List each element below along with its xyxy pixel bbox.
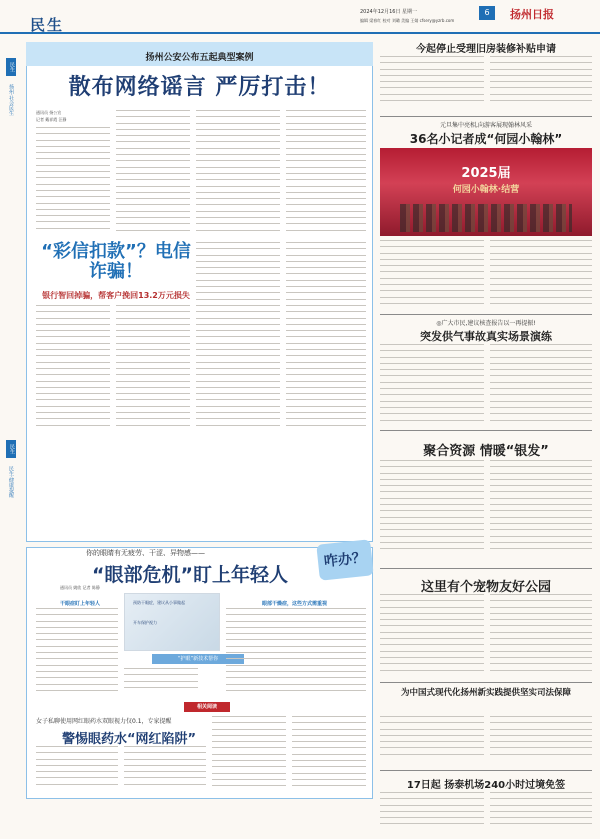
story3-kicker: ◎广大市民,建议核查报告以一再提振! xyxy=(436,320,536,327)
scam-story-col-2 xyxy=(116,305,190,435)
divider xyxy=(380,430,592,431)
story2-col-1 xyxy=(380,240,484,310)
scam-story-col-3 xyxy=(196,242,280,435)
story1-col-1 xyxy=(380,56,484,112)
eye-col-2 xyxy=(124,668,198,696)
story6-title: 为中国式现代化扬州新实践提供坚实司法保障 xyxy=(400,688,571,698)
top-story-col-4 xyxy=(286,110,366,235)
warning-col-4 xyxy=(292,716,366,794)
photo-banner: 何园小翰林·结营 xyxy=(452,185,520,195)
eye-story-byline: 通讯员 姚欣 记者 陈静 xyxy=(60,585,100,590)
divider xyxy=(380,682,592,683)
story5-title: 这里有个宠物友好公园 xyxy=(420,580,551,595)
warning-story-title: 警惕眼药水“网红陷阱” xyxy=(61,732,197,747)
issue-date: 2024年12月16日 星期一 xyxy=(360,9,418,15)
top-story-kicker: 扬州公安公布五起典型案例 xyxy=(145,53,254,63)
story5-col-1 xyxy=(380,594,484,676)
eye-illustration xyxy=(124,593,220,651)
eye-story-kicker: 你的眼睛有无疲劳、干涩、异物感—— xyxy=(86,549,205,557)
section-title: 民生 xyxy=(30,16,65,34)
top-story-col-3 xyxy=(196,110,280,235)
story4-col-2 xyxy=(490,460,592,560)
top-story-col-2 xyxy=(116,110,190,235)
newspaper-logo: 扬州日报 xyxy=(510,8,554,21)
story3-title: 突发供气事故真实场景演练 xyxy=(420,330,552,343)
eye-section-1: 干眼症盯上年轻人 xyxy=(60,601,101,607)
eye-img-caption-2: 开车保护视力 xyxy=(133,620,157,625)
eye-story-title: “眼部危机”盯上年轻人 xyxy=(92,564,288,586)
divider xyxy=(380,314,592,315)
story7-col-2 xyxy=(490,792,592,832)
warning-story-kicker: 女子私聊使用网红眼药水双眼视力仅0.1，专家提醒 xyxy=(36,718,172,725)
story1-title: 今起停止受理旧房装修补贴申请 xyxy=(416,44,556,55)
scam-story-title: “彩信扣款”？电信诈骗！ xyxy=(41,241,191,282)
top-story-byline-2: 记者 戴祥霞 汪静 xyxy=(36,117,67,122)
photo-year: 2025届 xyxy=(461,166,511,181)
top-story-byline-1: 通讯员 扬公宣 xyxy=(36,110,62,115)
top-story-col-1 xyxy=(36,127,110,235)
story2-photo xyxy=(380,148,592,236)
divider xyxy=(380,770,592,771)
photo-crowd xyxy=(400,204,572,232)
related-reading-tag: 相关阅读 xyxy=(184,702,230,712)
warning-col-1 xyxy=(36,746,118,794)
sidebar-sub-mid: 民生·健康提醒 xyxy=(8,466,14,498)
story5-col-2 xyxy=(490,594,592,676)
story2-title: 36名小记者成“何园小翰林” xyxy=(409,132,563,146)
story6-col-1 xyxy=(380,716,484,766)
vision-tech-tag: “护眼”新技术帮你 xyxy=(152,654,244,664)
story3-col-2 xyxy=(490,344,592,426)
story4-title: 聚合资源 情暖“银发” xyxy=(423,444,549,459)
warning-col-2 xyxy=(124,746,206,794)
scam-story-col-4 xyxy=(286,242,366,435)
scam-story-subtitle: 银行智回掉骗，帮客户挽回13.2万元损失 xyxy=(42,291,190,300)
sidebar-section-mid: 民生 xyxy=(6,440,16,458)
story3-col-1 xyxy=(380,344,484,426)
scam-story-col-1 xyxy=(36,305,110,435)
story7-title: 17日起 扬泰机场240小时过境免签 xyxy=(406,780,566,791)
warning-col-3 xyxy=(212,716,286,794)
story6-col-2 xyxy=(490,716,592,766)
eye-section-2: 眼部干燥症，这些方式需重视 xyxy=(262,601,328,607)
story2-kicker: 元旦集中亮相,向游客展现翰林风采 xyxy=(440,122,532,129)
eye-col-3 xyxy=(226,608,366,696)
story4-col-1 xyxy=(380,460,484,560)
story7-col-1 xyxy=(380,792,484,832)
divider xyxy=(380,116,592,117)
eye-img-caption-1: 预防干眼症，建议从小事做起 xyxy=(133,600,185,605)
story2-col-2 xyxy=(490,240,592,310)
divider xyxy=(380,568,592,569)
story1-col-2 xyxy=(490,56,592,112)
eye-story-badge: 咋办？ xyxy=(316,539,373,580)
top-story-title: 散布网络谣言 严厉打击！ xyxy=(68,75,331,100)
sidebar-section-top: 民生 xyxy=(6,58,16,76)
editors-line: 编辑 梁春红 校对 刘璐 美编 王婧 cfsery@yzrb.com xyxy=(360,18,455,23)
eye-col-1 xyxy=(36,608,118,696)
sidebar-sub-top: 扬州·社会民生 xyxy=(8,84,14,116)
page-number: 6 xyxy=(479,6,495,20)
